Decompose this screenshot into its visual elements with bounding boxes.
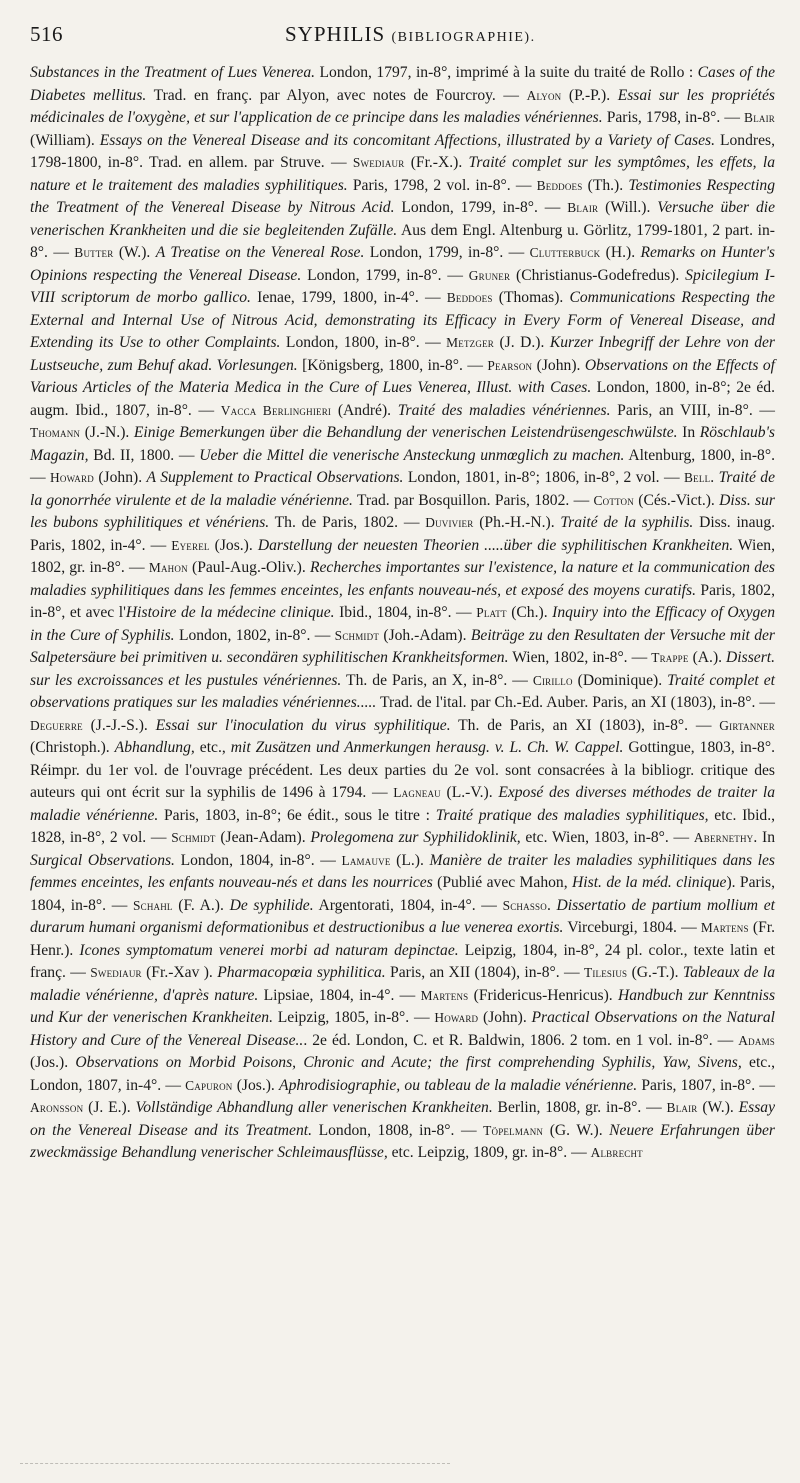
work-title: Icones symptomatum venerei morbi ad naturam depinctae. <box>79 941 459 959</box>
author-name: Girtanner <box>719 717 775 733</box>
work-title: Recherches importantes sur l'existence, la nature et la communication des maladies syphilitiques dans les femmes enceintes, les enfants nouveau-nés, et exposé des moyens curatifs. <box>30 559 775 599</box>
author-name: Schmidt <box>334 627 380 643</box>
work-title: Traité complet et observations pratiques sur les maladies vénériennes..... <box>30 671 775 711</box>
citation-text: Aus dem Engl. Altenburg u. Görlitz, 1799-1801, 2 part. in-8°. — <box>30 221 775 261</box>
work-title: Dissert. sur les excroissances et les pustules vénériennes. <box>30 649 775 689</box>
citation-text: (Jean-Adam). <box>215 829 311 846</box>
author-name: Howard <box>50 470 94 485</box>
author-name: Cotton <box>593 492 634 508</box>
citation-text: (Jos.). <box>30 1054 76 1071</box>
work-title: Surgical Observations. <box>30 851 175 869</box>
citation-text: In <box>677 424 700 441</box>
citation-text: [Königsberg, 1800, in-8°. — <box>297 356 488 374</box>
citation-text: London, 1799, in-8°. — <box>364 244 530 261</box>
citation-text: (Cés.-Vict.). <box>633 491 720 509</box>
citation-text: London, 1801, in-8°; 1806, in-8°, 2 vol. — <box>403 469 685 486</box>
citation-text: . 2e éd. London, C. et R. Baldwin, 1806. 2 tom. en 1 vol. in-8°. — <box>303 1031 739 1049</box>
work-title: Beiträge zu den Resultaten der Versuche mit der Salpetersäure bei primitiven u. secondären syphilitischen Krankheitsformen. <box>30 626 775 666</box>
citation-text: (Jos.). <box>209 536 258 554</box>
citation-text: (Fr.-X.). <box>404 154 469 171</box>
work-title: Dissertatio de partium mollium et durarum humani organismi deformationibus et destructionibus a lue venerea exortis. <box>30 896 775 936</box>
citation-text: (Paul-Aug.-Oliv.). <box>187 559 310 576</box>
citation-text: London, 1804, in-8°. — <box>174 851 342 869</box>
work-title: Kurzer Inbegriff der Lehre von der Lustseuche, zum Behuf akad. Vorlesungen. <box>30 334 776 374</box>
citation-text: Trad. de l'ital. par Ch.-Ed. Auber. Paris, an XI (1803), in-8°. — <box>376 694 776 711</box>
work-title: Practical Observations on the Natural History and Cure of the Venereal Disease.. <box>30 1009 775 1049</box>
author-name: Swediaur <box>352 155 405 170</box>
work-title: mit Zusätzen und Anmerkungen herausg. v. L. Ch. W. Cappel. <box>230 739 624 756</box>
work-title: Exposé des diverses méthodes de traiter la maladie vénérienne. <box>30 784 775 824</box>
citation-text: Lipsiae, 1804, in-4°. — <box>258 986 421 1004</box>
citation-text: Trad. par Bosquillon. Paris, 1802. — <box>352 491 594 509</box>
work-title: Aphrodisiographie, ou tableau de la maladie vénérienne. <box>279 1076 638 1094</box>
author-name: Alyon <box>526 87 562 103</box>
citation-text: (Thomas). <box>492 289 570 306</box>
citation-text: (F. A.). <box>172 896 230 914</box>
author-name: Schmidt <box>171 830 216 845</box>
running-title <box>285 22 536 47</box>
citation-text: etc. Leipzig, 1809, gr. in-8°. — <box>387 1144 591 1161</box>
author-name: Duvivier <box>425 515 474 530</box>
author-name: Platt <box>476 605 507 620</box>
citation-text: Diss. inaug. Paris, 1802, in-4°. — <box>30 514 776 554</box>
author-name: Beddoes <box>536 177 583 193</box>
work-title: Essai sur les propriétés médicinales de l'oxygène, et sur l'application de ce principe dans les maladies vénériennes. <box>30 86 775 126</box>
citation-text: (P.-P.). <box>561 86 618 104</box>
citation-text: Leipzig, 1804, in-8°, 24 pl. color., texte latin et franç. — <box>30 941 776 981</box>
work-title: Essay on the Venereal Disease and its Treatment. <box>30 1099 776 1139</box>
work-title: A Treatise on the Venereal Rose. <box>155 244 365 261</box>
citation-text: Virceburgi, 1804. — <box>563 919 701 936</box>
citation-text: Londres, 1798-1800, in-8°. Trad. en allem. par Struve. — <box>30 131 775 171</box>
author-name: Martens <box>420 987 469 1003</box>
citation-text: London, 1800, in-8°. — <box>280 334 447 351</box>
citation-text: Paris, 1802, in-8°, et avec l' <box>30 581 775 621</box>
citation-text: London, 1802, in-8°. — <box>174 626 335 644</box>
citation-text: etc. Ibid., 1828, in-8°, 2 vol. — <box>30 806 776 846</box>
citation-text: (Christoph.). <box>30 739 115 756</box>
work-title: Essays on the Venereal Disease and its concomitant Affections, illustrated by a Variety of Cases. <box>99 131 716 149</box>
citation-text: (L.-V.). <box>440 784 499 801</box>
citation-text: (G. W.). <box>543 1121 610 1139</box>
citation-text: (Fr.-Xav ). <box>141 964 218 981</box>
author-name: Capuron <box>185 1077 233 1093</box>
bibliography-text <box>30 62 775 1165</box>
work-title: Versuche über die venerischen Krankheiten und die sie begleitenden Zufälle. <box>30 199 775 239</box>
citation-text: ). Paris, 1804, in-8°. — <box>30 874 776 914</box>
citation-text: Gottingue, 1803, in-8°. Réimpr. du 1er vol. de l'ouvrage précédent. Les deux parties du 2e vol. sont consacrées à la bibliogr. critique des auteurs qui ont écrit sur la syphilis de 1496 à 1794. — <box>30 739 775 801</box>
author-name: Martens <box>700 920 749 935</box>
citation-text: Ienae, 1799, 1800, in-4°. — <box>250 289 447 306</box>
citation-text: Th. de Paris, 1802. — <box>269 514 426 531</box>
citation-text: London, 1799, in-8°. — <box>394 199 568 216</box>
work-title: Cases of the Diabetes mellitus. <box>30 64 776 104</box>
bibliography-page <box>30 16 775 1165</box>
work-title: Handbuch zur Kenntniss und Kur der venerischen Krankheiten. <box>30 986 776 1026</box>
work-title: Neuere Erfahrungen über zweckmässige Behandlung venerischer Schleimausflüsse, <box>30 1121 775 1161</box>
running-head <box>30 16 775 56</box>
author-name: Schahl <box>132 897 173 913</box>
work-title: Traité pratique des maladies syphilitiques, <box>435 806 709 824</box>
citation-text: (J.-J.-S.). <box>82 716 156 734</box>
work-title: Traité de la gonorrhée virulente et de la maladie vénérienne. <box>30 469 776 509</box>
citation-text: (H.). <box>600 244 641 261</box>
citation-text: Paris, 1798, in-8°. — <box>602 109 745 126</box>
work-title: Pharmacopœia syphilitica. <box>217 964 386 981</box>
work-title: Ueber die Mittel die venerische Ansteckung unmœglich zu machen. <box>199 446 625 464</box>
author-name: Blair <box>567 200 599 215</box>
show-through-line <box>20 1463 450 1467</box>
author-name: Metzger <box>446 335 494 350</box>
author-name: Adams <box>738 1032 775 1048</box>
author-name: Clutterbuck <box>529 245 601 260</box>
citation-text: (G.-T.). <box>627 964 683 981</box>
citation-text: (L.). <box>390 851 430 869</box>
citation-text: (W.). <box>697 1099 739 1116</box>
work-title: Hist. de la méd. clinique <box>572 874 727 891</box>
work-title: Inquiry into the Efficacy of Oxygen in the Cure of Syphilis. <box>30 604 776 644</box>
citation-text: (John). <box>93 469 147 486</box>
work-title: Observations on Morbid Poisons, Chronic and Acute; the first comprehending Syphilis, Yaw, Sivens, <box>75 1054 742 1071</box>
citation-text: (Publié avec Mahon, <box>432 874 573 891</box>
citation-text: Argentorati, 1804, in-4°. — <box>313 896 503 914</box>
citation-text: Berlin, 1808, gr. in-8°. — <box>492 1099 667 1116</box>
citation-text: (A.). <box>688 649 727 666</box>
citation-text: Paris, 1803, in-8°; 6e édit., sous le titre : <box>158 806 436 824</box>
citation-text: London, 1800, in-8°; 2e éd. augm. Ibid., 1807, in-8°. — <box>30 379 775 419</box>
citation-text: Paris, an XII (1804), in-8°. — <box>385 964 584 981</box>
citation-text: (J. D.). <box>494 334 550 351</box>
work-title: Observations on the Effects of Various Articles of the Materia Medica in the Cure of Lues Venerea, Illust. with Cases. <box>30 356 775 396</box>
citation-text: Th. de Paris, an X, in-8°. — <box>341 671 533 689</box>
work-title: Traité des maladies vénériennes. <box>397 401 611 419</box>
author-name: Blair <box>744 110 775 125</box>
citation-text: etc., <box>194 739 231 756</box>
citation-text: . In <box>753 829 776 846</box>
citation-text: London, 1799, in-8°. — <box>301 266 469 284</box>
author-name: Butter <box>74 245 114 260</box>
work-title: A Supplement to Practical Observations. <box>146 469 404 486</box>
author-name: Beddoes <box>446 290 493 305</box>
work-title: Prolegomena zur Syphilidoklinik, <box>310 829 521 846</box>
work-title: Manière de traiter les maladies syphilitiques dans les femmes enceintes, les enfants nouveau-nés et dans les nourrices <box>30 851 775 891</box>
citation-text: (Dominique). <box>572 671 668 689</box>
citation-text: (Fr. Henr.). <box>30 919 775 959</box>
work-title: Darstellung der neuesten Theorien .....über die syphilitischen Krankheiten. <box>257 536 734 554</box>
work-title: Einige Bemerkungen über die Behandlung der venerischen Leistendrüsengeschwülste. <box>133 424 678 441</box>
citation-text: (Christianus-Godefredus). <box>510 266 686 284</box>
work-title: Vollständige Abhandlung aller venerischen Krankheiten. <box>135 1099 493 1116</box>
citation-text: (André). <box>331 401 398 419</box>
citation-text: Paris, an VIII, in-8°. — <box>610 401 775 419</box>
citation-text: (John). <box>532 356 585 374</box>
work-title: Remarks on Hunter's Opinions respecting the Venereal Disease. <box>30 244 775 284</box>
citation-text: (W.). <box>113 244 156 261</box>
author-name: Lagneau <box>393 785 441 800</box>
author-name: Pearson <box>487 357 533 373</box>
author-name: Trappe <box>651 650 689 665</box>
citation-text: (Joh.-Adam). <box>379 626 471 644</box>
author-name: Eyerel <box>171 537 210 553</box>
citation-text: Leipzig, 1805, in-8°. — <box>273 1009 435 1026</box>
work-title: Diss. sur les bubons syphilitiques et vénériens. <box>30 491 775 531</box>
author-name: Schasso <box>502 897 547 913</box>
work-title: Substances in the Treatment of Lues Venerea. <box>30 64 316 81</box>
citation-text: (J.-N.). <box>80 424 134 441</box>
work-title: De syphilide. <box>229 896 314 914</box>
citation-text: etc. Wien, 1803, in-8°. — <box>520 829 694 846</box>
citation-text: Paris, 1798, 2 vol. in-8°. — <box>347 176 537 194</box>
author-name: Lamauve <box>341 852 391 868</box>
citation-text: (Th.). <box>582 176 629 194</box>
author-name: Vacca Berlinghieri <box>220 402 332 418</box>
citation-text: (Will.). <box>598 199 658 216</box>
citation-text: Wien, 1802, in-8°. — <box>508 649 652 666</box>
author-name: Abernethy <box>693 830 754 845</box>
citation-text: etc., London, 1807, in-4°. — <box>30 1054 776 1094</box>
work-title: Traité de la syphilis. <box>560 514 694 531</box>
author-name: Thomann <box>30 425 81 440</box>
author-name: Deguerre <box>30 717 83 733</box>
citation-text: Altenburg, 1800, in-8°. — <box>30 446 775 486</box>
work-title: Röschlaub's Magazin, <box>30 424 775 464</box>
running-title-sub: (BIBLIOGRAPHIE). <box>391 30 536 45</box>
author-name: Mahon <box>148 560 188 575</box>
work-title: Tableaux de la maladie vénérienne, d'après nature. <box>30 964 775 1004</box>
citation-text: . <box>546 896 557 914</box>
citation-text: Trad. en franç. par Alyon, avec notes de Fourcroy. — <box>146 86 527 104</box>
work-title: Abhandlung, <box>114 739 195 756</box>
author-name: Howard <box>434 1010 479 1025</box>
work-title: Testimonies Respecting the Treatment of the Venereal Disease by Nitrous Acid. <box>30 176 775 216</box>
bibliography-paragraph <box>30 62 775 1165</box>
citation-text: Paris, 1807, in-8°. — <box>637 1076 775 1094</box>
citation-text: (Jos.). <box>232 1076 280 1094</box>
citation-text: Bd. II, 1800. — <box>88 446 200 464</box>
citation-text: (William). <box>30 131 100 149</box>
work-title: Histoire de la médecine clinique. <box>125 604 335 621</box>
author-name: Töpelmann <box>483 1122 544 1138</box>
citation-text: Ibid., 1804, in-8°. — <box>334 604 477 621</box>
work-title: Spicilegium I-VIII scriptorum de morbo gallico. <box>30 266 775 306</box>
author-name: Albrecht <box>590 1145 643 1160</box>
author-name: Blair <box>666 1100 698 1115</box>
running-title-main: SYPHILIS <box>285 22 386 46</box>
citation-text: (Ph.-H.-N.). <box>473 514 561 531</box>
citation-text: (J. E.). <box>83 1099 136 1116</box>
author-name: Cirillo <box>532 672 573 688</box>
citation-text: Wien, 1802, gr. in-8°. — <box>30 536 775 576</box>
work-title: Traité complet sur les symptômes, les effets, la nature et le traitement des maladies syphilitiques. <box>30 154 775 194</box>
citation-text: (Ch.). <box>506 604 553 621</box>
author-name: Swediaur <box>90 965 142 980</box>
citation-text: (John). <box>478 1009 532 1026</box>
citation-text: London, 1808, in-8°. — <box>312 1121 484 1139</box>
author-name: Aronsson <box>30 1100 84 1115</box>
author-name: Tilesius <box>583 965 628 980</box>
citation-text: (Fridericus-Henricus). <box>468 986 618 1004</box>
author-name: Bell <box>684 470 711 485</box>
citation-text: . <box>710 469 719 486</box>
author-name: Gruner <box>468 267 511 283</box>
page-number: 516 <box>30 22 63 46</box>
citation-text: London, 1797, in-8°, imprimé à la suite du traité de Rollo : <box>315 64 698 81</box>
work-title: Essai sur l'inoculation du virus syphilitique. <box>155 716 451 734</box>
work-title: Communications Respecting the External and Internal Use of Nitrous Acid, demonstrating its Efficacy in Every Form of Venereal Disease, and Extending its Use to other Complaints. <box>30 289 776 351</box>
citation-text: Th. de Paris, an XI (1803), in-8°. — <box>450 716 720 734</box>
